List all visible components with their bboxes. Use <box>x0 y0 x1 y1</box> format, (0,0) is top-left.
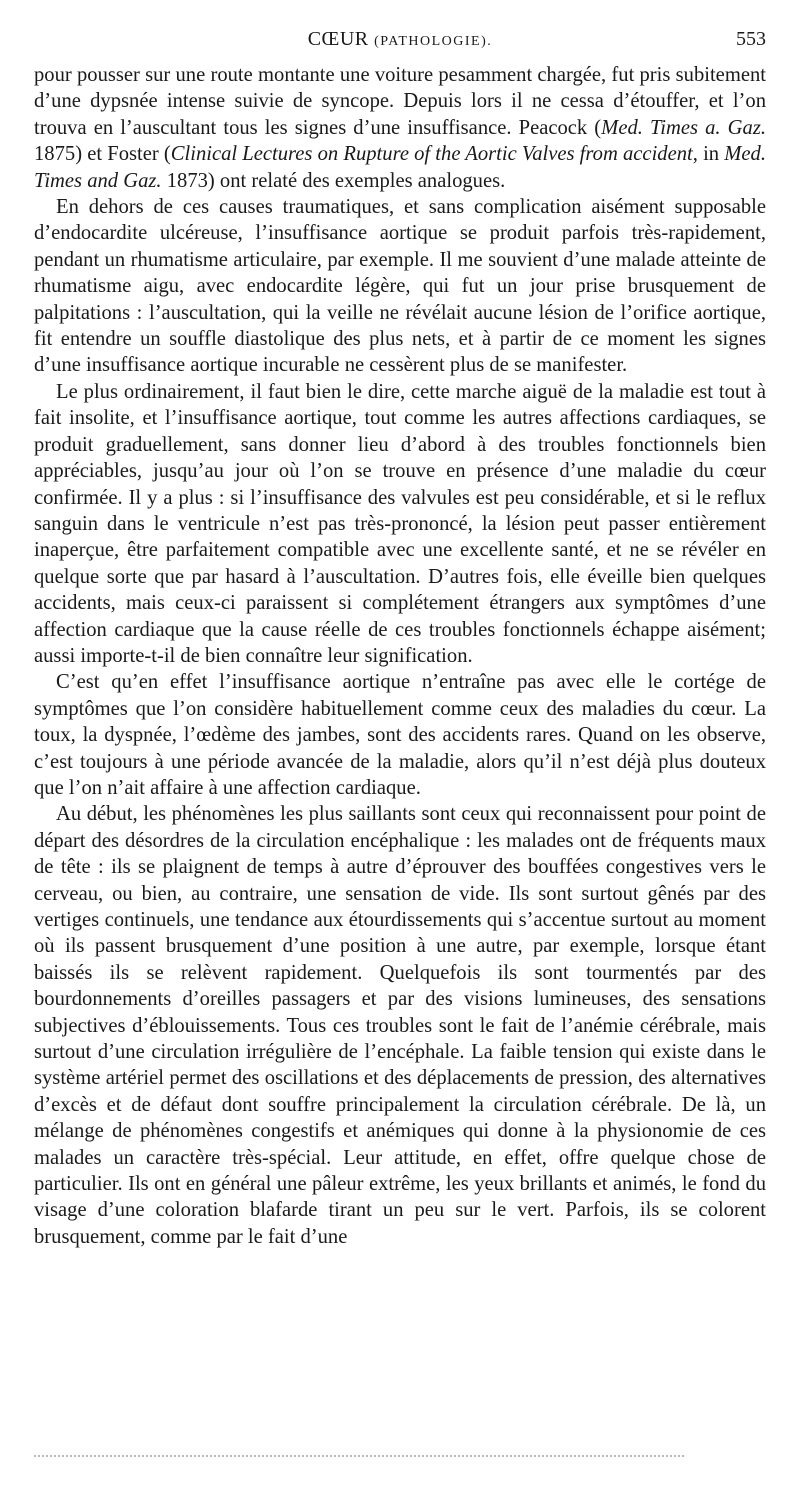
italic-citation: Med. Times a. Gaz. <box>601 116 766 139</box>
paragraph <box>34 379 766 669</box>
footer-dotted-rule <box>34 1455 684 1457</box>
page-number: 553 <box>736 28 766 50</box>
text-run: Le plus ordinairement, il faut bien le dire, cette marche aiguë de la maladie est tout à fait insolite, et l’insuffisance aortique, tout comme les autres affections cardiaques, se produit graduellement, sans donner lieu d’abord à des troubles fonctionnels bien appréciables, jusqu’au jour où l’on se trouve en présence d’une maladie du cœur confirmée. Il y a plus : si l’insuffisance des valvules est peu considérable, et si le reflux sanguin dans le ventricule n’est pas très-prononcé, la lésion peut passer entièrement inaperçue, être parfaitement compatible avec une excellente santé, et ne se révéler en quelque sorte que par hasard à l’auscultation. D’autres fois, elle éveille bien quelques accidents, mais ceux-ci paraissent si complétement étrangers aux symptômes d’une affection cardiaque que la cause réelle de ces troubles fonctionnels échappe aisément; aussi importe-t-il de bien connaître leur signification. <box>34 380 766 667</box>
text-run: pour pousser sur une route montante une voiture pesamment chargée, fut pris subitement d’une dypsnée intense suivie de syncope. Depuis lors il ne cessa d’étouffer, et l’on trouva en l’auscultant tous les signes d’une insuffisance. Peacock ( <box>34 64 766 139</box>
running-header <box>34 0 766 62</box>
text-run: C’est qu’en effet l’insuffisance aortique n’entraîne pas avec elle le cortége de symptômes que l’on considère habituellement comme ceux des maladies du cœur. La toux, la dyspnée, l’œdème des jambes, sont des accidents rares. Quand on les observe, c’est toujours à une période avancée de la maladie, alors qu’il n’est déjà plus douteux que l’on n’ait affaire à une affection cardiaque. <box>34 671 766 799</box>
text-run: , in <box>692 143 725 166</box>
text-run: Au début, les phénomènes les plus saillants sont ceux qui reconnaissent pour point de départ des désordres de la circulation encéphalique : les malades ont de fréquents maux de tête : ils se plaignent de temps à autre d’éprouver des bouffées congestives vers le cerveau, ou bien, au contraire, une sensation de vide. Ils sont surtout gênés par des vertiges continuels, une tendance aux étourdissements qui s’accentue surtout au moment où ils passent brusquement d’une position à une autre, par exemple, lorsque étant baissés ils se relèvent rapidement. Quelquefois ils sont tourmentés par des bourdonnements d’oreilles passagers et par des visions lumineuses, des sensations subjectives d’éblouissements. Tous ces troubles sont le fait de l’anémie cérébrale, mais surtout d’une circulation irrégulière de l’encéphale. La faible tension qui existe dans le système artériel permet des oscillations et des déplacements de pression, des alternatives d’excès et de défaut dont souffre principalement la circulation cérébrale. De là, un mélange de phénomènes congestifs et anémiques qui donne à la physionomie de ces malades un caractère très-spécial. Leur attitude, en effet, offre quelque chose de particulier. Ils ont en général une pâleur extrême, les yeux brillants et animés, le fond du visage d’une coloration blafarde tirant un peu sur le vert. Parfois, ils se colorent brusquement, comme par le fait d’une <box>34 803 766 1248</box>
body-text <box>34 62 766 1250</box>
running-title <box>34 28 766 51</box>
paragraph <box>34 669 766 801</box>
italic-citation: Med. Times and Gaz. <box>34 143 767 192</box>
document-page <box>34 0 766 1250</box>
italic-citation: Clinical Lectures on Rupture of the Aortic Valves from accident <box>170 143 693 166</box>
paragraph <box>34 801 766 1250</box>
text-run: En dehors de ces causes traumatiques, et sans complication aisément supposable d’endocardite ulcéreuse, l’insuffisance aortique se produit parfois très-rapidement, pendant un rhumatisme articulaire, par exemple. Il me souvient d’une malade atteinte de rhumatisme aigu, avec endocardite légère, qui fut un jour prise brusquement de palpitations : l’auscultation, qui la veille ne révélait aucune lésion de l’orifice aortique, fit entendre un souffle diastolique des plus nets, et à partir de ce moment les signes d’une insuffisance aortique incurable ne cessèrent plus de se manifester. <box>34 196 766 377</box>
running-title-main: CŒUR <box>307 28 369 50</box>
paragraph <box>34 194 766 379</box>
paragraph <box>34 62 766 194</box>
text-run: 1873) ont relaté des exemples analogues. <box>161 169 506 192</box>
text-run: 1875) et Foster ( <box>34 143 171 166</box>
running-title-sub: (PATHOLOGIE). <box>374 34 493 49</box>
